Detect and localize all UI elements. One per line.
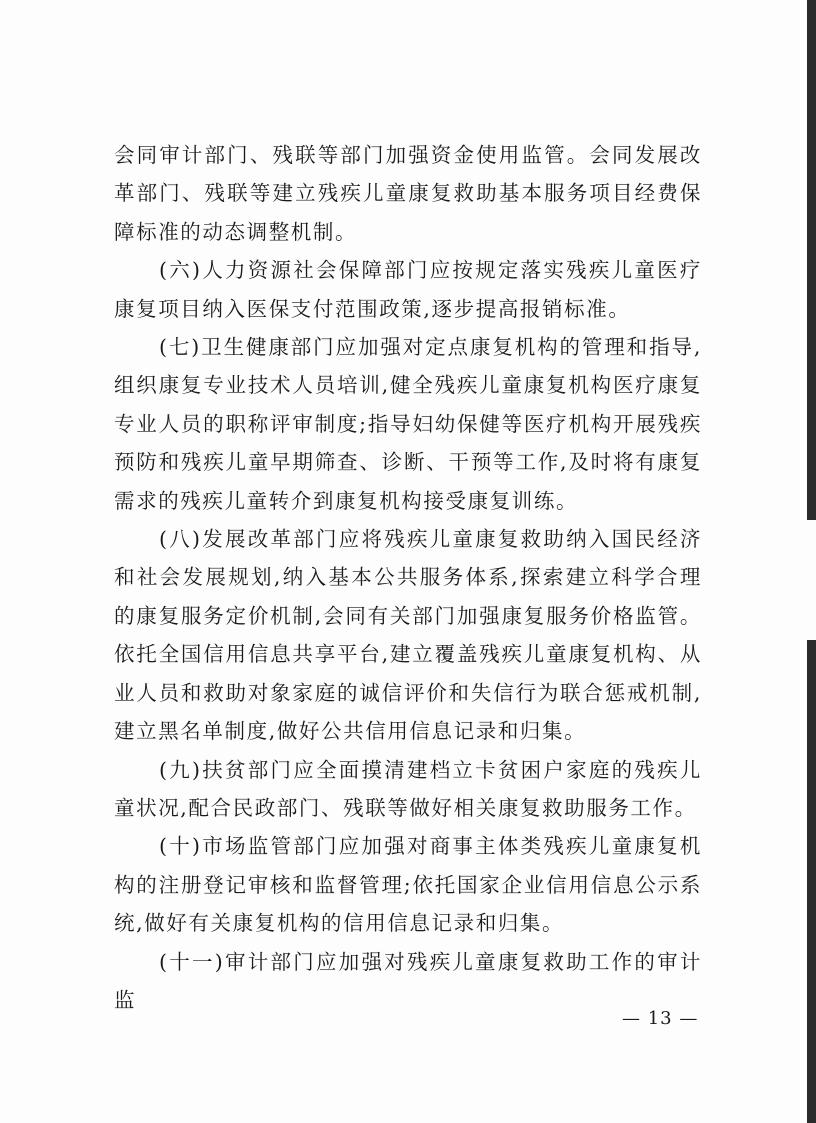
scan-edge-lower	[807, 640, 816, 1123]
paragraph-item-9: (九)扶贫部门应全面摸清建档立卡贫困户家庭的残疾儿童状况,配合民政部门、残联等做好相关康复救助服务工作。	[114, 757, 702, 820]
paragraph-continuation: 会同审计部门、残联等部门加强资金使用监管。会同发展改革部门、残联等建立残疾儿童康复救助基本服务项目经费保障标准的动态调整机制。	[114, 143, 702, 244]
scan-edge-upper	[807, 0, 816, 520]
paragraph-item-11: (十一)审计部门应加强对残疾儿童康复救助工作的审计监	[114, 949, 702, 1012]
paragraph-item-8: (八)发展改革部门应将残疾儿童康复救助纳入国民经济和社会发展规划,纳入基本公共服务体系,探索建立科学合理的康复服务定价机制,会同有关部门加强康复服务价格监管。依托全国信用信息共享平台,建立覆盖残疾儿童康复机构、从业人员和救助对象家庭的诚信评价和失信行为联合惩戒机制,建立黑名单制度,做好公共信用信息记录和归集。	[114, 527, 702, 744]
body-text	[114, 136, 702, 1019]
page-number: — 13 —	[622, 1008, 699, 1029]
paragraph-item-6: (六)人力资源社会保障部门应按规定落实残疾儿童医疗康复项目纳入医保支付范围政策,逐步提高报销标准。	[114, 258, 702, 321]
paragraph-item-10: (十)市场监管部门应加强对商事主体类残疾儿童康复机构的注册登记审核和监督管理;依托国家企业信用信息公示系统,做好有关康复机构的信用信息记录和归集。	[114, 834, 702, 936]
paragraph-item-7: (七)卫生健康部门应加强对定点康复机构的管理和指导,组织康复专业技术人员培训,健全残疾儿童康复机构医疗康复专业人员的职称评审制度;指导妇幼保健等医疗机构开展残疾预防和残疾儿童早期筛查、诊断、干预等工作,及时将有康复需求的残疾儿童转介到康复机构接受康复训练。	[114, 335, 702, 513]
